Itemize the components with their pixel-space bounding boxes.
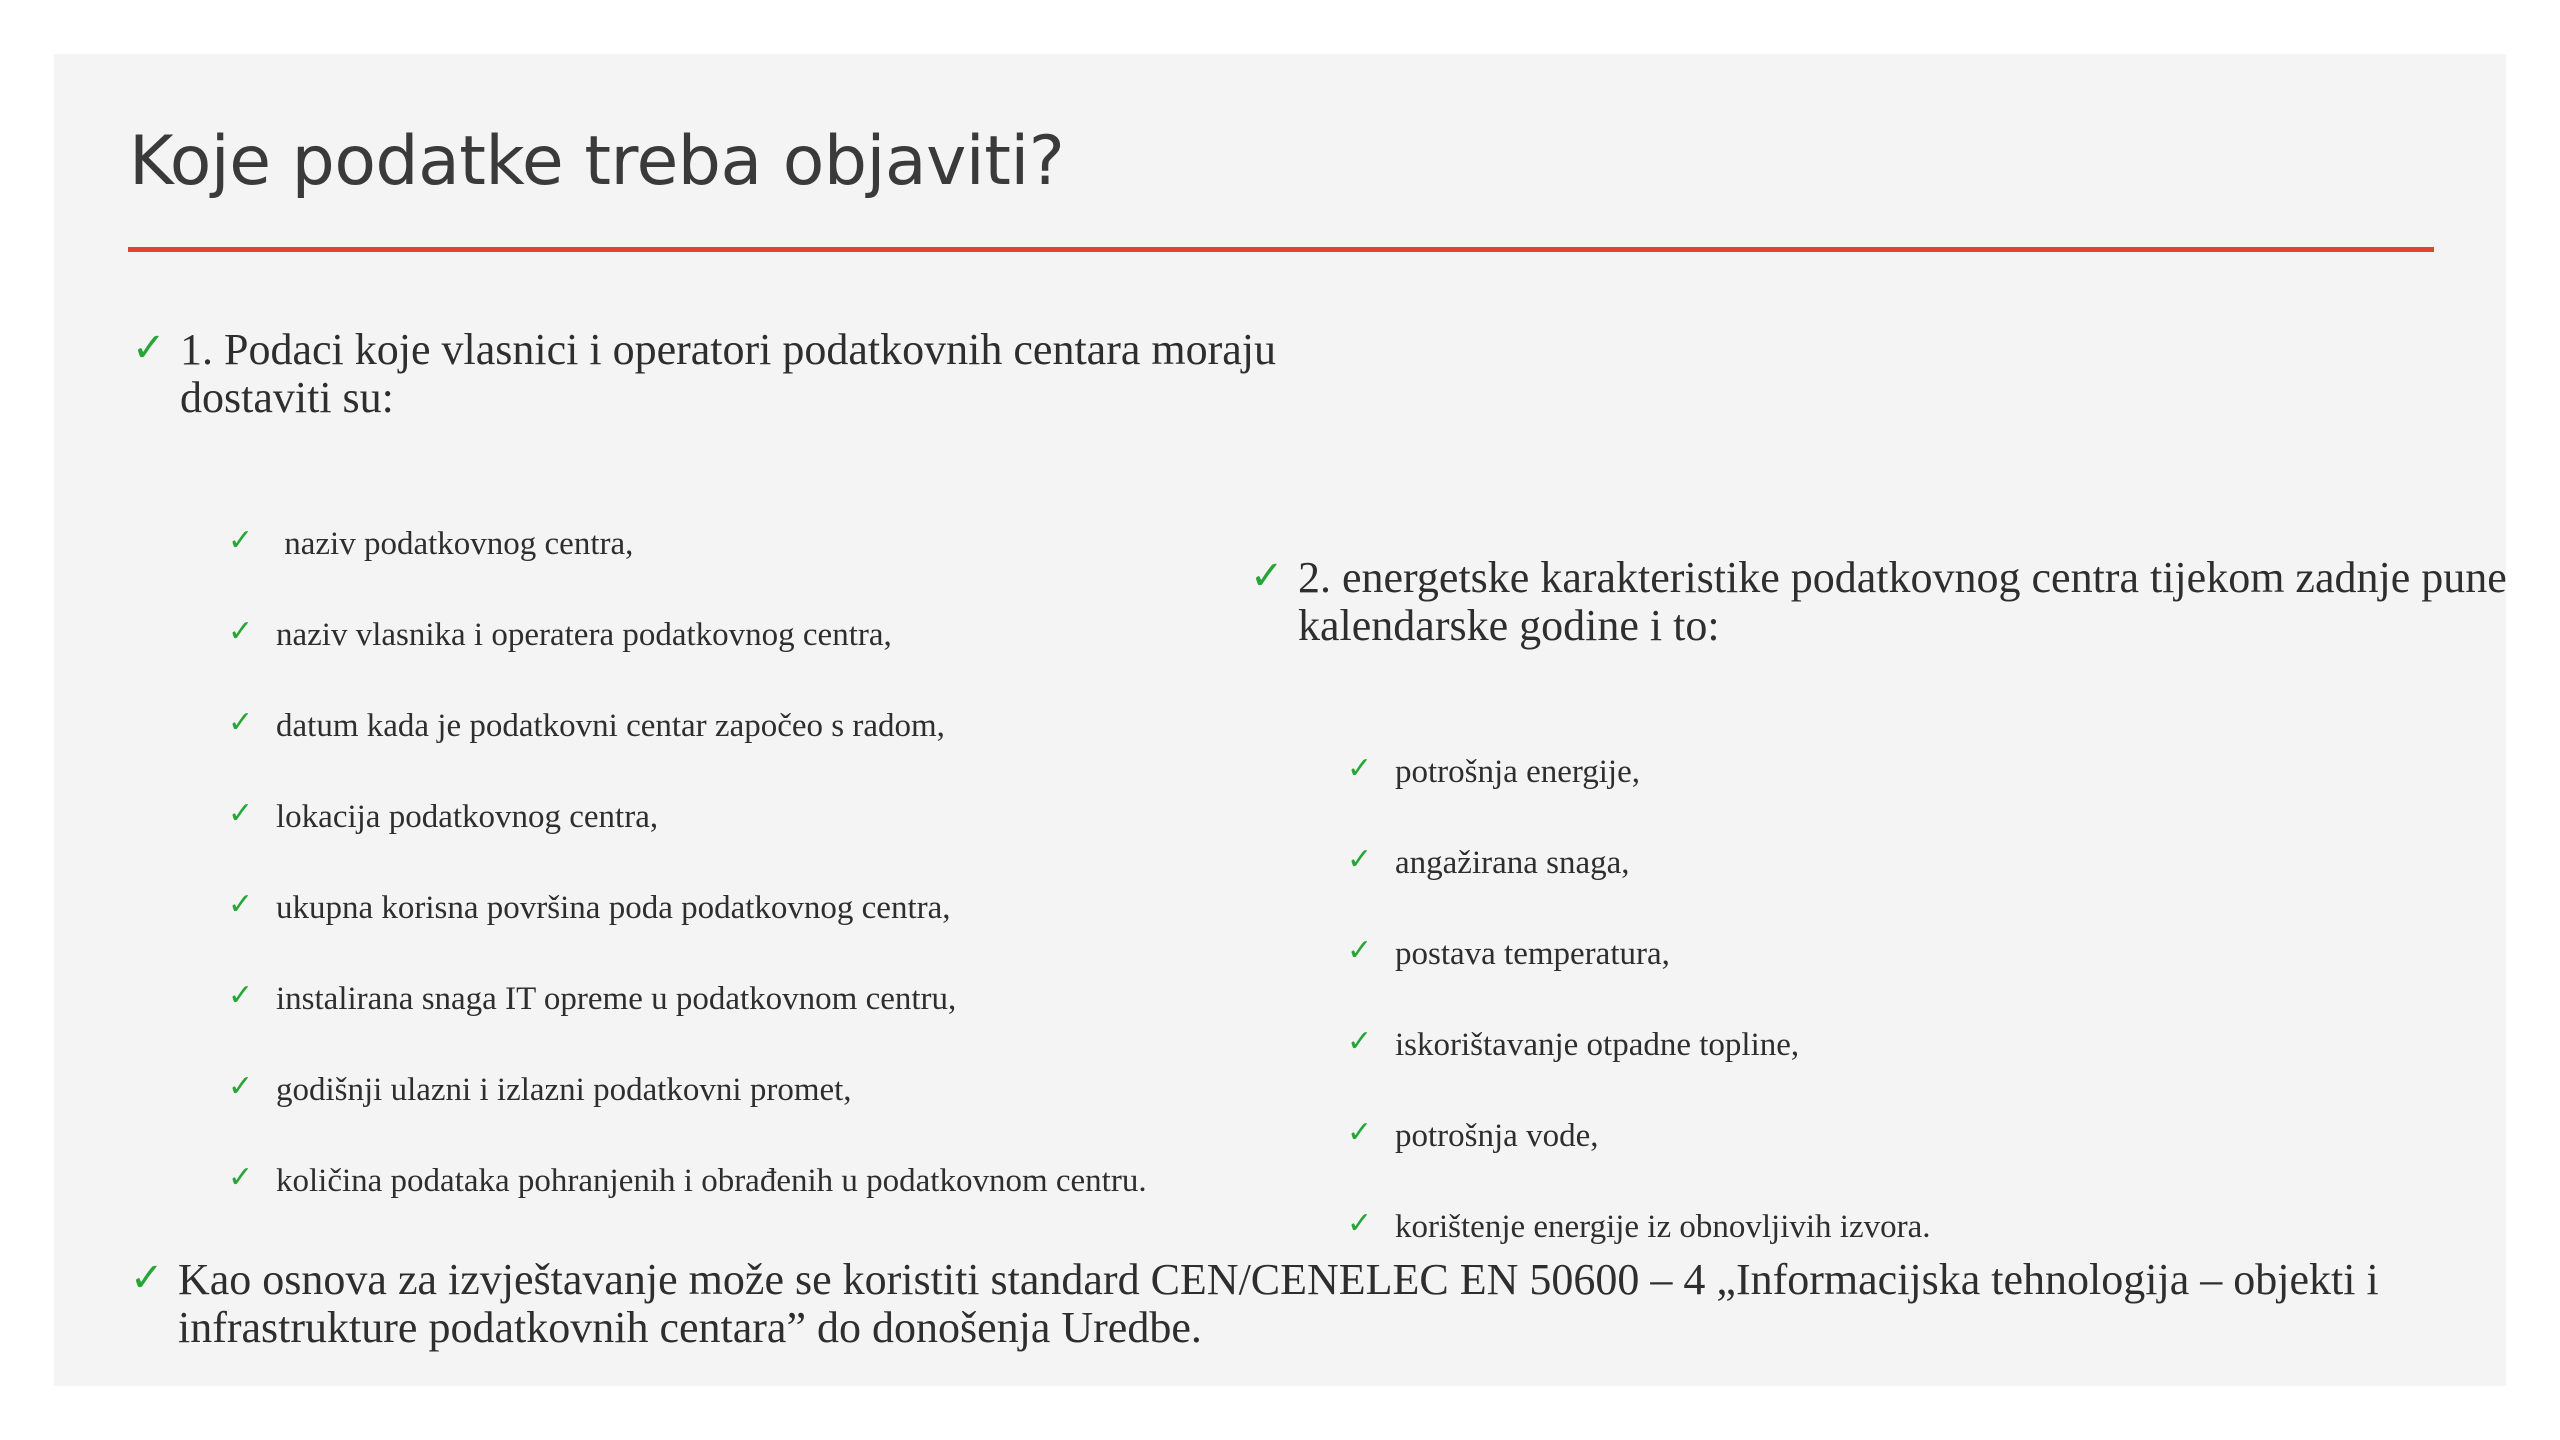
checkmark-icon: ✓ <box>228 1160 254 1195</box>
list-item-text: instalirana snaga IT opreme u podatkovnom centru, <box>276 981 957 1017</box>
checkmark-icon: ✓ <box>132 325 166 371</box>
checkmark-icon: ✓ <box>1347 842 1373 877</box>
checkmark-icon: ✓ <box>228 1069 254 1104</box>
section-1-heading <box>132 326 1282 422</box>
checkmark-icon: ✓ <box>1347 751 1373 786</box>
checkmark-icon: ✓ <box>1347 1115 1373 1150</box>
checkmark-icon: ✓ <box>228 796 254 831</box>
slide <box>54 54 2506 1386</box>
list-item-text: količina podataka pohranjenih i obrađenih u podatkovnom centru. <box>276 1163 1147 1199</box>
list-item-text: potrošnja energije, <box>1395 754 1640 790</box>
checkmark-icon: ✓ <box>1250 553 1284 599</box>
list-item-text: postava temperatura, <box>1395 936 1670 972</box>
checkmark-icon: ✓ <box>228 614 254 649</box>
list-item-text: iskorištavanje otpadne topline, <box>1395 1027 1800 1063</box>
section-2-heading <box>1250 554 2510 650</box>
checkmark-icon: ✓ <box>228 523 254 558</box>
title-underline <box>128 247 2434 252</box>
list-item-text: lokacija podatkovnog centra, <box>276 799 659 835</box>
checkmark-icon: ✓ <box>228 978 254 1013</box>
list-item-text: naziv podatkovnog centra, <box>276 526 634 562</box>
list-item-text: ukupna korisna površina poda podatkovnog centra, <box>276 890 951 926</box>
section-2-heading-text: 2. energetske karakteristike podatkovnog centra tijekom zadnje pune kalendarske godine i to: <box>1298 553 2507 650</box>
list-item-text: datum kada je podatkovni centar započeo s radom, <box>276 708 945 744</box>
footer-note-text: Kao osnova za izvještavanje može se koristiti standard CEN/CENELEC EN 50600 – 4 „Informacijska tehnologija – objekti i infrastrukture podatkovnih centara” do donošenja Uredbe. <box>178 1255 2379 1352</box>
checkmark-icon: ✓ <box>130 1255 164 1301</box>
list-item-text: naziv vlasnika i operatera podatkovnog centra, <box>276 617 892 653</box>
section-1-heading-text: 1. Podaci koje vlasnici i operatori podatkovnih centara moraju dostaviti su: <box>180 325 1277 422</box>
slide-title: Koje podatke treba objaviti? <box>129 122 1065 201</box>
checkmark-icon: ✓ <box>1347 933 1373 968</box>
list-item-text: potrošnja vode, <box>1395 1118 1599 1154</box>
list-item-text: godišnji ulazni i izlazni podatkovni promet, <box>276 1072 852 1108</box>
list-item-text: korištenje energije iz obnovljivih izvora. <box>1395 1209 1931 1245</box>
checkmark-icon: ✓ <box>228 887 254 922</box>
footer-note <box>130 1256 2480 1352</box>
checkmark-icon: ✓ <box>228 705 254 740</box>
checkmark-icon: ✓ <box>1347 1024 1373 1059</box>
list-item-text: angažirana snaga, <box>1395 845 1630 881</box>
checkmark-icon: ✓ <box>1347 1206 1373 1241</box>
